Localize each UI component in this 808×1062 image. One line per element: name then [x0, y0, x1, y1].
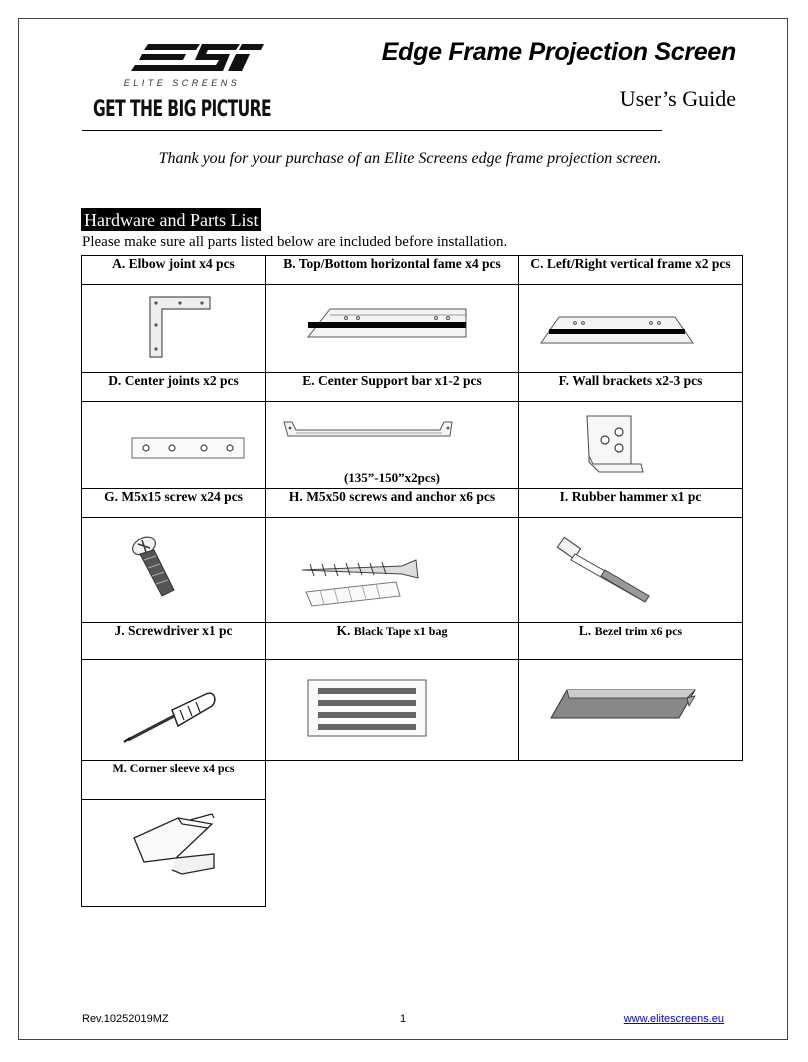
part-label-h: H. M5x50 screws and anchor x6 pcs	[266, 489, 519, 518]
part-label-k: K. Black Tape x1 bag	[266, 623, 519, 660]
thank-you-message: Thank you for your purchase of an Elite Screens edge frame projection screen.	[158, 150, 662, 167]
part-image-vertical-frame	[519, 285, 743, 373]
section-heading: Hardware and Parts List	[81, 208, 261, 231]
part-label-c: C. Left/Right vertical frame x2 pcs	[519, 256, 743, 285]
part-image-center-support-bar	[266, 402, 519, 489]
support-bar-note: (135”-150”x2pcs)	[343, 470, 441, 485]
part-label-a: A. Elbow joint x4 pcs	[82, 256, 266, 285]
part-image-rubber-hammer	[519, 518, 743, 623]
part-label-b: B. Top/Bottom horizontal fame x4 pcs	[266, 256, 519, 285]
part-image-center-joints	[82, 402, 266, 489]
part-image-m5x15-screw	[82, 518, 266, 623]
part-image-elbow-joint	[82, 285, 266, 373]
elite-screens-logo	[90, 40, 275, 122]
part-image-black-tape	[266, 660, 519, 761]
footer-page-number: 1	[400, 1013, 407, 1025]
part-label-j: J. Screwdriver x1 pc	[82, 623, 266, 660]
instruction-text: Please make sure all parts listed below are included before installation.	[82, 234, 508, 250]
part-label-m: M. Corner sleeve x4 pcs	[82, 761, 266, 800]
logo-tagline: GET THE BIG PICTURE	[93, 97, 271, 122]
document-title: Edge Frame Projection Screen	[381, 38, 736, 66]
part-image-bezel-trim	[519, 660, 743, 761]
part-label-g: G. M5x15 screw x24 pcs	[82, 489, 266, 518]
part-label-f: F. Wall brackets x2-3 pcs	[519, 373, 743, 402]
footer-website-link[interactable]: www.elitescreens.eu	[623, 1013, 724, 1025]
footer-revision: Rev.10252019MZ	[82, 1013, 169, 1025]
part-label-l: L. Bezel trim x6 pcs	[519, 623, 743, 660]
part-image-horizontal-frame	[266, 285, 519, 373]
logo-brand-text: ELITE SCREENS	[123, 78, 241, 88]
parts-table	[81, 255, 743, 907]
document-subtitle: User’s Guide	[619, 86, 736, 111]
part-label-e: E. Center Support bar x1-2 pcs	[266, 373, 519, 402]
part-image-corner-sleeve	[82, 800, 266, 907]
part-image-wall-brackets	[519, 402, 743, 489]
part-image-screwdriver	[82, 660, 266, 761]
part-label-i: I. Rubber hammer x1 pc	[519, 489, 743, 518]
part-image-m5x50-screws-anchor	[266, 518, 519, 623]
part-label-d: D. Center joints x2 pcs	[82, 373, 266, 402]
header-divider	[82, 130, 662, 131]
